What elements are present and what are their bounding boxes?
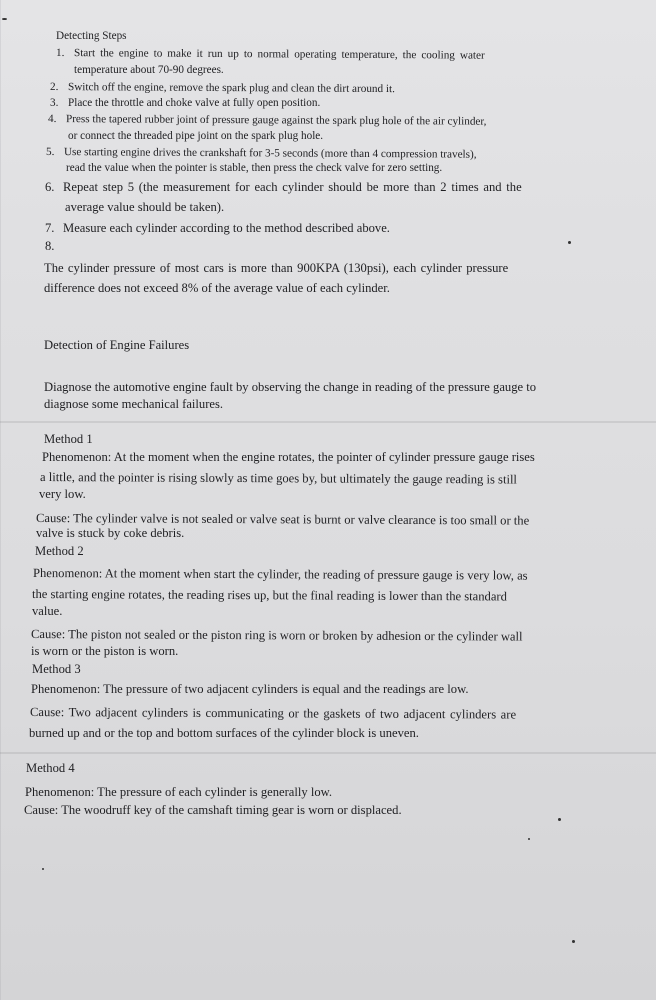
method-3-line: Phenomenon: The pressure of two adjacent cylinders is equal and the readings are low. [31,682,469,696]
step-number: 2. [49,81,59,94]
method-2-line: the starting engine rotates, the reading rises up, but the final reading is lower than the standard [31,587,507,604]
step-1 [56,45,485,64]
step-number: 4. [47,113,57,126]
step-text: Use starting engine drives the crankshaft for 3-5 seconds (more than 4 compression travels), [63,146,477,161]
step-4 [48,111,487,130]
method-1-line: valve is stuck by coke debris. [36,526,185,540]
step-text: Repeat step 5 (the measurement for each cylinder should be more than 2 times and the [63,180,522,194]
paper-fold [0,752,656,754]
step-text: Switch off the engine, remove the spark plug and clean the dirt around it. [67,81,395,96]
step-number: 8. [45,239,55,253]
failures-intro-continued: diagnose some mechanical failures. [44,397,224,411]
section-heading-engine-failures: Detection of Engine Failures [44,338,190,352]
step-number: 3. [50,97,59,109]
paper-crease [0,0,1,1000]
method-3-line: Cause: Two adjacent cylinders is communicating or the gaskets of two adjacent cylinders are [29,705,517,722]
step-4-continued: or connect the threaded pipe joint on the spark plug hole. [68,130,324,142]
pressure-note-continued: difference does not exceed 8% of the average value of each cylinder. [44,281,390,295]
paper-mark [572,940,575,943]
step-7 [45,220,390,236]
step-number: 5. [45,146,55,159]
section-heading-detecting-steps: Detecting Steps [56,30,127,42]
pressure-note: The cylinder pressure of most cars is more than 900KPA (130psi), each cylinder pressure [44,261,509,275]
step-text: Place the throttle and choke valve at fully open position. [68,97,321,109]
step-6-continued: average value should be taken). [65,200,225,214]
method-1-title: Method 1 [44,432,93,446]
method-1-line: Cause: The cylinder valve is not sealed or valve seat is burnt or valve clearance is too small or the [35,511,530,528]
method-2-line: Phenomenon: At the moment when start the cylinder, the reading of pressure gauge is very low, as [32,566,528,583]
method-1-line: a little, and the pointer is rising slowly as time goes by, but ultimately the gauge reading is still [39,470,517,487]
paper-mark [2,18,7,20]
step-6 [45,179,522,195]
step-number: 1. [55,47,65,60]
step-text: Start the engine to make it run up to normal operating temperature, the cooling water [73,47,485,62]
method-2-line: is worn or the piston is worn. [31,644,179,658]
paper-mark [558,818,561,821]
paper-fold [0,421,656,423]
step-5-continued: read the value when the pointer is stable, then press the check valve for zero setting. [66,162,443,174]
method-4-title: Method 4 [26,761,75,775]
method-1-line: very low. [39,487,86,501]
method-2-title: Method 2 [35,544,84,558]
step-1-continued: temperature about 70-90 degrees. [74,64,224,76]
paper-mark [528,838,530,840]
step-8 [45,238,63,254]
method-3-line: burned up and or the top and bottom surfaces of the cylinder block is uneven. [29,726,419,740]
method-4-line: Phenomenon: The pressure of each cylinder is generally low. [25,785,333,799]
step-number: 7. [45,221,55,235]
step-text: Measure each cylinder according to the method described above. [63,221,390,235]
step-number: 6. [45,180,55,194]
failures-intro: Diagnose the automotive engine fault by observing the change in reading of the pressure gauge to [44,380,537,394]
method-3-title: Method 3 [32,662,81,676]
method-2-line: value. [32,604,63,618]
method-1-line: Phenomenon: At the moment when the engine rotates, the pointer of cylinder pressure gauge rises [42,450,535,464]
method-2-line: Cause: The piston not sealed or the piston ring is worn or broken by adhesion or the cylinder wall [30,627,523,644]
method-4-line: Cause: The woodruff key of the camshaft timing gear is worn or displaced. [24,803,402,817]
paper-mark [568,241,571,244]
step-text: Press the tapered rubber joint of pressure gauge against the spark plug hole of the air cylinder, [65,113,487,128]
step-3 [50,95,320,111]
paper-mark [42,868,44,870]
